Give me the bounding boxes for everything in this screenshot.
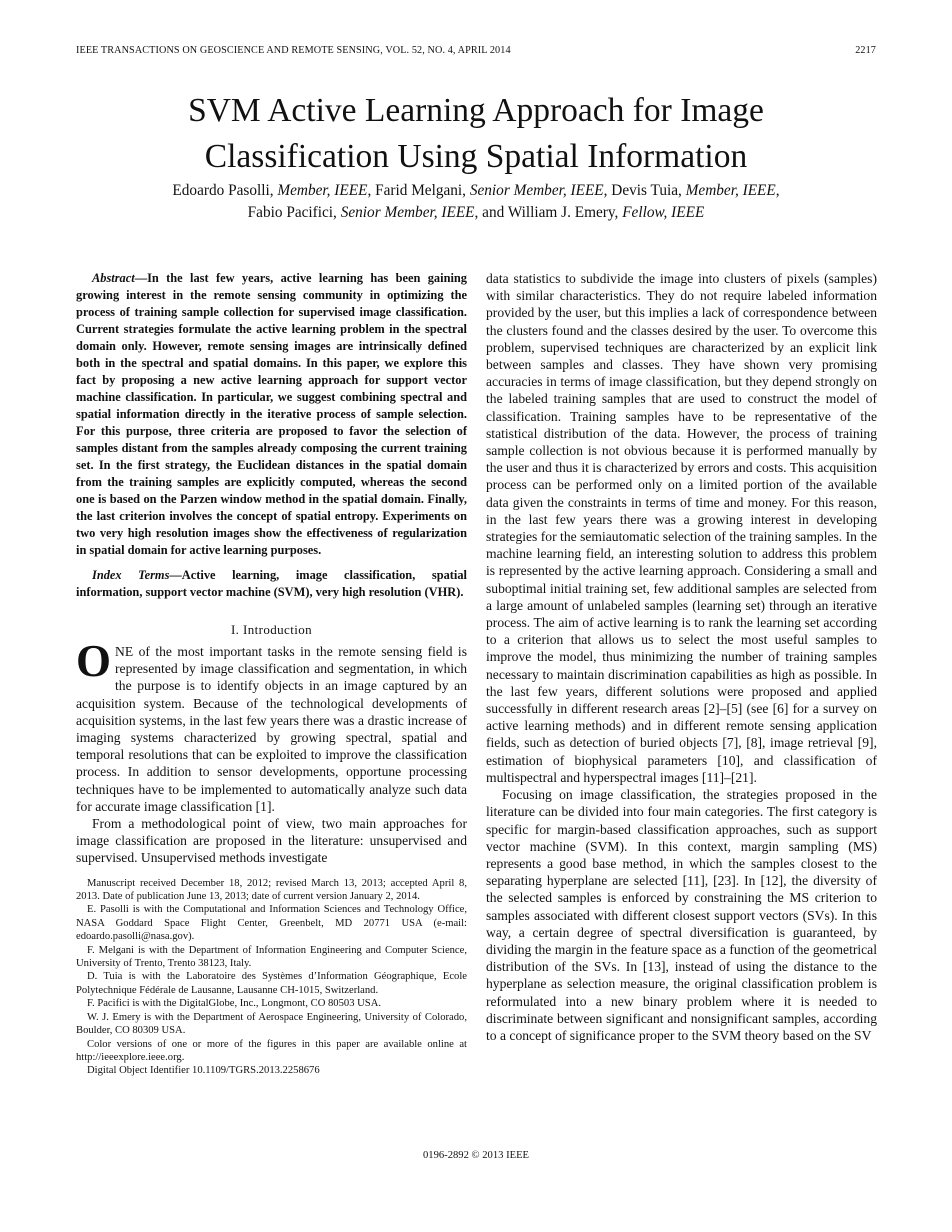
abstract-dash: — [134, 271, 148, 285]
author-membership: Member, IEEE [277, 182, 368, 199]
abstract-text: In the last few years, active learning has been gaining growing interest in the remote sensing community in optimizing the process of training sample collection for supervised image classification. Current strategies formulate the active learning problem in the spectral domain only. However, remote sensing images are intrinsically defined both in the spectral and spatial domains. In this paper, we explore this fact by proposing a new active learning approach for support vector machine classification. In particular, we suggest combining spectral and spatial information directly in the iterative process of sample selection. For this purpose, three criteria are proposed to favor the selection of samples distant from the samples already composing the current training set. In the first strategy, the Euclidean distances in the spatial domain from the training samples are explicitly computed, whereas the second one is based on the Parzen window method in the spatial domain. Finally, the last criterion involves the concept of spatial entropy. Experiments on two very high resolution images show the effectiveness of regularization in spatial domain for active learning purposes. [76, 271, 467, 557]
author-list [76, 180, 876, 224]
index-terms-label: Index Terms [92, 568, 170, 582]
title-line-1: SVM Active Learning Approach for Image [188, 92, 764, 129]
footnote: W. J. Emery is with the Department of Aerospace Engineering, University of Colorado, Boulder, CO 80309 USA. [76, 1011, 467, 1037]
footnote: D. Tuia is with the Laboratoire des Systèmes d’Information Géographique, Ecole Polytechnique Fédérale de Lausanne, Lausanne CH-1015, Switzerland. [76, 971, 467, 996]
author-separator: , [775, 182, 780, 199]
body-paragraph: Focusing on image classification, the strategies proposed in the literature can be divided into four main categories. The first category is specific for margin-based classification approaches, such as support vector machine (SVM). In this context, margin sampling (MS) represents a good base method, in which the samples closest to the separating hyperplane are selected [11], [23]. In [12], the diversity of the selected samples is enforced by constraining the MS criterion to samples associated with different closest support vectors (SVs). In this way, a certain degree of spectral diversification is guaranteed, by dividing the margin in the feature space as a function of the geometrical distribution of the SVs. In [13], instead of using the distance to the hyperplane as selection measure, the original classification problem is reformulated into a new binary problem where it is needed to discriminate between significant and nonsignificant samples, according to a concept of significance proper to the SVM theory based on the SV [486, 787, 877, 1043]
index-terms-dash: — [169, 568, 182, 582]
paper-title [76, 88, 876, 180]
author-membership: Senior Member, IEEE [340, 204, 475, 221]
right-column [486, 270, 877, 1044]
author-name: , Devis Tuia, [603, 182, 686, 199]
title-line-2: Classification Using Spatial Information [204, 138, 748, 175]
footnote: F. Melgani is with the Department of Information Engineering and Computer Science, University of Trento, Trento 38123, Italy. [76, 944, 467, 970]
author-name: , Farid Melgani, [367, 182, 470, 199]
intro-paragraph-2: From a methodological point of view, two main approaches for image classification are proposed in the literature: unsupervised and supervised. Unsupervised methods investigate [76, 816, 467, 866]
page-number: 2217 [855, 45, 876, 56]
running-header [76, 45, 876, 59]
section-heading-introduction: I. Introduction [230, 622, 313, 637]
copyright-notice: 0196-2892 © 2013 IEEE [422, 1150, 530, 1161]
index-terms [76, 567, 467, 601]
author-membership: Senior Member, IEEE [469, 182, 604, 199]
author-membership: Fellow, IEEE [622, 204, 705, 221]
footnote: Color versions of one or more of the figures in this paper are available online at http://ieeexplore.ieee.org. [76, 1038, 467, 1063]
drop-cap: O [76, 636, 112, 686]
journal-name: IEEE TRANSACTIONS ON GEOSCIENCE AND REMOTE SENSING, VOL. 52, NO. 4, APRIL 2014 [76, 45, 511, 56]
author-name: Fabio Pacifici, [247, 204, 341, 221]
body-paragraph: data statistics to subdivide the image into clusters of pixels (samples) with similar characteristics. They do not require labeled information provided by the user, but this implies a lack of correspondence between the clusters found and the classes desired by the user. To overcome this problem, supervised techniques are characterized by an explicit link between samples and classes. They have shown very promising accuracies in terms of image classification, but they depend strongly on the labeled training samples that are used to construct the model of classification. Training samples have to be representative of the statistical distribution of the data. However, the process of training sample collection is not obvious because it is performed manually by the user and thus it is characterized by errors and costs. This acquisition process can be performed only on a limited portion of the available data given the constraints in terms of time and money. For this reason, in the last few years there was a growing interest in developing strategies for the semiautomatic selection of the training samples. In the machine learning field, an interesting solution to address this problem is represented by the active learning approach. Considering a small and suboptimal initial training set, few additional samples are selected from a large amount of unlabeled samples (learning set) through an iterative process. The aim of active learning is to rank the learning set according to a criterion that allows us to select the most useful samples to improve the model, thus minimizing the number of training samples necessary to maintain discrimination capabilities as high as possible. In the last few years, different solutions were proposed and applied successfully in different research areas [2]–[5] (see [6] for a survey on active learning methods) and in different remote sensing application fields, such as detection of buried objects [7], [8], image retrieval [9], estimation of biophysical parameters [10], and classification of multispectral and hyperspectral images [11]–[21]. [486, 271, 877, 785]
abstract [76, 270, 467, 559]
intro-small-caps: NE [115, 644, 134, 659]
footnote: F. Pacifici is with the DigitalGlobe, Inc., Longmont, CO 80503 USA. [87, 998, 381, 1010]
footnote: E. Pasolli is with the Computational and Information Sciences and Technology Office, NASA Goddard Space Flight Center, Greenbelt, MD 20771 USA (e-mail: edoardo.pasolli@nasa.gov). [76, 904, 467, 943]
author-name: Edoardo Pasolli, [172, 182, 278, 199]
intro-paragraph-1-text: of the most important tasks in the remote sensing field is represented by image classification and segmentation, in which the purpose is to identify objects in an image captured by an acquisition system. Because of the technological developments of acquisition systems, in the last few years there was a drastic increase of imaging systems characterized by growing spectral, spatial and temporal resolutions that can be exploited to improve the classification process. In addition to sensor developments, opportune processing techniques have to be implemented to automatically analyze such data for accurate image classification [1]. [76, 644, 467, 814]
footnotes [76, 877, 467, 1078]
author-name: , and William J. Emery, [474, 204, 623, 221]
abstract-label: Abstract [92, 271, 135, 285]
author-membership: Member, IEEE [685, 182, 776, 199]
footnote: Digital Object Identifier 10.1109/TGRS.2013.2258676 [87, 1065, 320, 1077]
left-column [76, 270, 467, 1078]
footnote: Manuscript received December 18, 2012; revised March 13, 2013; accepted April 8, 2013. Date of publication June 13, 2013; date of current version January 2, 2014. [76, 877, 467, 903]
index-terms-text: Active learning, image classification, spatial information, support vector machine (SVM), very high resolution (VHR). [76, 568, 467, 599]
intro-paragraph-1 [76, 636, 467, 815]
